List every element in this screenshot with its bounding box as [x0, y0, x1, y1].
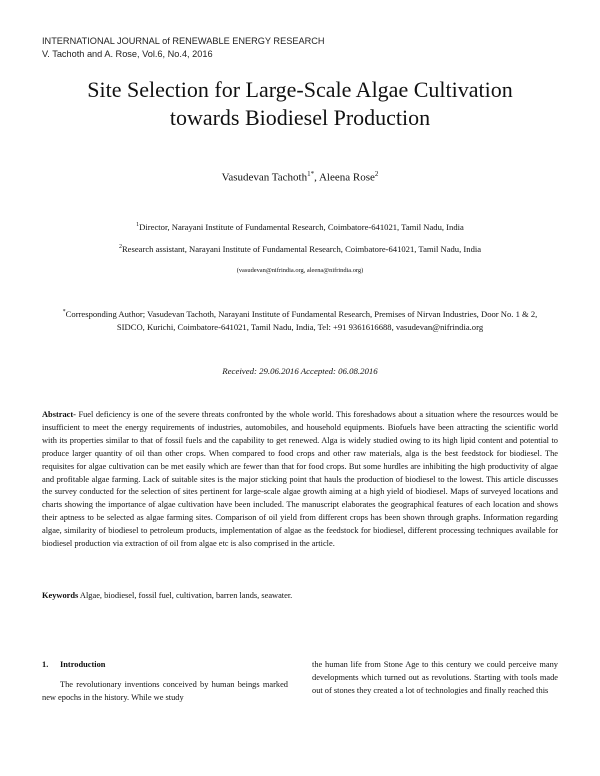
- author-list: [0, 170, 600, 184]
- author-emails: (vasudevan@nifrindia.org, aleena@nifrindia.org): [236, 267, 364, 274]
- corresponding-text: Corresponding Author; Vasudevan Tachoth, Narayani Institute of Fundamental Research, Premises of Nirvan Industries, Door No. 1 & 2, SIDCO, Kurichi, Coimbatore-641021, Tamil Nadu, India, Tel: +91 9361616688, vasudevan@nifrindia.org: [65, 308, 538, 332]
- title-line-2: towards Biodiesel Production: [169, 105, 431, 130]
- author-2: Aleena Rose: [318, 171, 375, 184]
- affiliation-2: [0, 244, 600, 254]
- keywords-label: Keywords: [42, 591, 79, 600]
- corresponding-author: [48, 306, 552, 334]
- author-2-marker: 2: [374, 170, 379, 178]
- affiliation-2-marker: 2: [118, 244, 122, 251]
- affiliation-1-text: Director, Narayani Institute of Fundamental Research, Coimbatore-641021, Tamil Nadu, India: [139, 222, 464, 232]
- affiliation-1: [0, 222, 600, 232]
- affiliation-1-marker: 1: [136, 222, 140, 229]
- paper-title: [40, 76, 560, 132]
- abstract-label: Abstract-: [42, 410, 76, 419]
- journal-name: INTERNATIONAL JOURNAL of RENEWABLE ENERGY RESEARCH: [42, 36, 325, 46]
- abstract: [42, 409, 558, 551]
- journal-header: [42, 35, 325, 61]
- author-separator: ,: [314, 171, 319, 184]
- affiliation-2-text: Research assistant, Narayani Institute of Fundamental Research, Coimbatore-641021, Tamil Nadu, India: [121, 244, 482, 254]
- right-column: [312, 659, 558, 698]
- section-heading: [42, 659, 288, 672]
- received-accepted-dates: Received: 29.06.2016 Accepted: 06.08.2016: [222, 366, 378, 376]
- abstract-text: Fuel deficiency is one of the severe threats confronted by the whole world. This foreshadows about a situation where the resources would be insufficient to meet the energy requirements of industries, automobiles, and household equipments. Biofuels have been attracting the scientific world with its properties similar to that of fossil fuels and the capability to get renewed. Alga is widely studied owing to its high lipid content and potential to produce larger quantity of oil than other crops. When compared to food crops and other raw materials, alga is the best feedstock for biodiesel. The requisites for algae cultivation can be met easily which are fewer than that for food crops. But some hurdles are inhibiting the high productivity of algae and profitable algae farming. Lack of suitable sites is the major sticking point that hauls the production of biodiesel to the lowest. This article discusses the survey conducted for the selection of sites pertinent for large-scale algae growth aiming at a high yield of biodiesel. Maps of surveyed locations and charts showing the importance of algae cultivation have been included. The manuscript elaborates the geographical features of each location and shows their aptness to be selected as algae farming sites. Comparison of oil yield from different crops has been shown through graphs. Information regarding algae, similarity of biodiesel to petroleum products, implementation of algae as the feedstock for biodiesel, different processing techniques available for biodiesel production via extraction of oil from algae etc is also comprised in the article.: [42, 410, 558, 549]
- left-column: [42, 659, 288, 705]
- title-line-1: Site Selection for Large-Scale Algae Cultivation: [87, 77, 513, 102]
- author-1: Vasudevan Tachoth: [221, 171, 308, 184]
- section-title: Introduction: [60, 660, 106, 669]
- corresponding-marker: *: [62, 309, 66, 315]
- section-number: 1.: [42, 660, 49, 669]
- intro-paragraph-left: The revolutionary inventions conceived by human beings marked new epochs in the history. While we study: [42, 679, 288, 702]
- keywords-text: Algae, biodiesel, fossil fuel, cultivation, barren lands, seawater.: [78, 591, 293, 600]
- journal-citation: V. Tachoth and A. Rose, Vol.6, No.4, 2016: [42, 49, 213, 59]
- author-1-marker: 1*: [307, 170, 315, 178]
- intro-paragraph-right: the human life from Stone Age to this century we could perceive many developments which turned out as revolutions. Starting with tools made out of stones they created a lot of technologies and finally reached this: [312, 660, 558, 695]
- keywords: [42, 590, 558, 603]
